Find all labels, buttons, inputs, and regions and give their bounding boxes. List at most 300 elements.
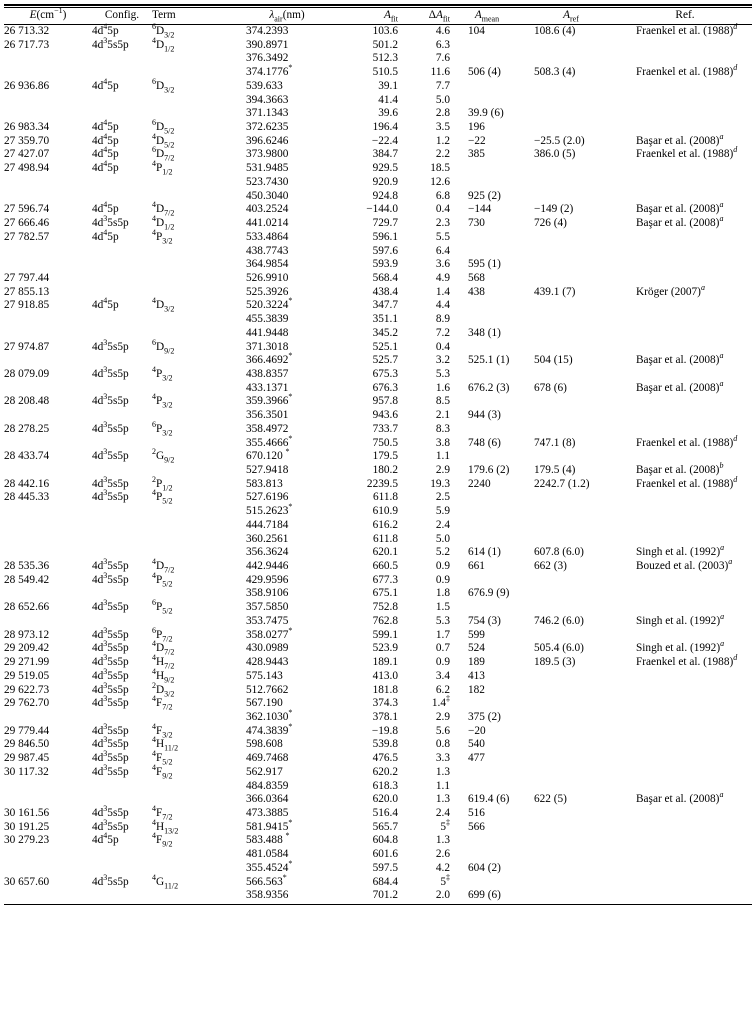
table-row — [4, 52, 752, 66]
config-cell — [92, 889, 152, 903]
wavelength-cell: 356.3501 — [246, 409, 289, 422]
afit-cell: 618.3 — [372, 779, 398, 792]
energy-cell — [4, 587, 92, 601]
term-cell — [152, 711, 232, 725]
aref-cell — [524, 491, 618, 505]
table-row — [4, 258, 752, 272]
wavelength-cell: 441.9448 — [246, 326, 289, 339]
table-row — [4, 656, 752, 670]
dafit-cell: 1.5 — [435, 601, 450, 614]
config-cell — [92, 533, 152, 547]
aref-cell — [524, 574, 618, 588]
reference-cell: Fraenkel et al. $(1988)^d$ — [636, 63, 738, 79]
energy-cell: 27 498.94 — [4, 162, 50, 175]
reference-cell: Fraenkel et al. $(1988)^d$ — [636, 145, 738, 161]
reference-cell — [618, 505, 752, 519]
table-row — [4, 299, 752, 313]
term-cell: $^4H_{11/2}$ — [152, 735, 179, 753]
reference-cell — [618, 519, 752, 533]
table-row — [4, 478, 752, 492]
wavelength-cell: 359.3966* — [246, 392, 293, 408]
aref-cell — [524, 766, 618, 780]
amean-cell: 595 (1) — [468, 258, 501, 271]
term-cell: $^6D_{9/2}$ — [152, 337, 175, 355]
afit-cell: 675.3 — [372, 367, 398, 380]
amean-cell: 39.9 (6) — [468, 107, 504, 120]
reference-cell — [618, 258, 752, 272]
config-cell — [92, 327, 152, 341]
wavelength-cell: 473.3885 — [246, 806, 289, 819]
table-row — [4, 437, 752, 451]
table-row — [4, 889, 752, 903]
reference-cell — [618, 574, 752, 588]
term-cell — [152, 587, 232, 601]
amean-cell: 375 (2) — [468, 710, 501, 723]
dafit-cell: 2.0 — [435, 889, 450, 902]
term-cell: $^4F_{9/2}$ — [152, 831, 173, 849]
term-cell — [152, 190, 232, 204]
amean-cell: 925 (2) — [468, 189, 501, 202]
afit-cell: 512.3 — [372, 52, 398, 65]
term-cell — [152, 94, 232, 108]
wavelength-cell: 396.6246 — [246, 134, 289, 147]
dafit-cell: 6.3 — [435, 38, 450, 51]
term-cell: $^4D_{7/2}$ — [152, 639, 175, 657]
afit-cell: 620.2 — [372, 765, 398, 778]
term-cell — [152, 519, 232, 533]
table-row — [4, 601, 752, 615]
amean-cell — [450, 423, 524, 437]
config-cell: $4d^35s5p$ — [92, 557, 129, 573]
aref-cell — [524, 39, 618, 53]
transition-probability-table — [4, 8, 752, 903]
energy-cell — [4, 546, 92, 560]
table-row — [4, 94, 752, 108]
config-cell: $4d^35s5p$ — [92, 653, 129, 669]
aref-cell — [524, 670, 618, 684]
config-cell — [92, 176, 152, 190]
config-cell: $4d^35s5p$ — [92, 872, 129, 888]
aref-cell: 386.0 (5) — [534, 148, 576, 161]
amean-cell: 699 (6) — [468, 889, 501, 902]
config-cell: $4d^35s5p$ — [92, 337, 129, 353]
config-cell: $4d^35s5p$ — [92, 667, 129, 682]
aref-cell — [524, 299, 618, 313]
table-row — [4, 752, 752, 766]
aref-cell: 607.8 (6.0) — [534, 546, 584, 559]
amean-cell — [450, 519, 524, 533]
amean-cell: −20 — [468, 724, 486, 737]
dafit-cell: 1.4‡ — [431, 694, 450, 710]
reference-cell — [618, 491, 752, 505]
afit-cell: 597.5 — [372, 861, 398, 874]
reference-cell — [618, 697, 752, 711]
wavelength-cell: 583.813 — [246, 477, 283, 490]
amean-cell: 477 — [468, 752, 485, 765]
term-cell — [152, 286, 232, 300]
config-cell: $4d^45p$ — [92, 200, 119, 216]
energy-cell: 30 279.23 — [4, 834, 50, 847]
wavelength-cell: 527.9418 — [246, 464, 289, 476]
amean-cell: 614 (1) — [468, 546, 501, 559]
amean-cell: 540 — [468, 738, 485, 751]
aref-cell — [524, 258, 618, 272]
afit-cell: 611.8 — [373, 532, 398, 545]
energy-cell: 27 974.87 — [4, 340, 50, 353]
afit-cell: 957.8 — [372, 395, 398, 408]
dafit-cell: 1.8 — [435, 587, 450, 600]
dafit-cell: 0.9 — [435, 560, 450, 573]
table-row — [4, 395, 752, 409]
header-amean: $A_{mean}$ — [450, 8, 524, 25]
term-cell: $^4D_{1/2}$ — [152, 35, 175, 53]
afit-cell: 351.1 — [372, 313, 398, 326]
config-cell: $4d^35s5p$ — [92, 749, 129, 765]
aref-cell — [524, 848, 618, 862]
afit-cell: 568.4 — [372, 271, 398, 284]
table-row — [4, 738, 752, 752]
config-cell — [92, 587, 152, 601]
term-cell — [152, 505, 232, 519]
wavelength-cell: 527.6196 — [246, 491, 289, 504]
energy-cell — [4, 711, 92, 725]
dafit-cell: 2.4 — [435, 806, 450, 819]
energy-cell — [4, 437, 92, 451]
wavelength-cell: 455.3839 — [246, 313, 289, 326]
config-cell — [92, 464, 152, 478]
reference-cell — [618, 341, 752, 355]
dafit-cell: 1.2 — [435, 134, 450, 147]
term-cell — [152, 272, 232, 286]
aref-cell — [524, 601, 618, 615]
term-cell: $^4D_{5/2}$ — [152, 131, 175, 149]
aref-cell — [524, 505, 618, 519]
afit-cell: 39.1 — [378, 79, 398, 92]
dafit-cell: 8.3 — [435, 422, 450, 435]
afit-cell: 611.8 — [373, 491, 398, 504]
wavelength-cell: 531.9485 — [246, 162, 289, 175]
reference-cell — [618, 711, 752, 725]
amean-cell: 506 (4) — [468, 66, 501, 79]
energy-cell: 28 208.48 — [4, 395, 50, 408]
afit-cell: 2239.5 — [366, 477, 398, 490]
wavelength-cell: 358.0277* — [246, 625, 293, 641]
energy-cell: 27 427.07 — [4, 148, 50, 161]
wavelength-cell: 390.8971 — [246, 38, 289, 51]
dafit-cell: 8.5 — [435, 395, 450, 408]
afit-cell: 525.1 — [372, 340, 398, 353]
config-cell — [92, 780, 152, 794]
dafit-cell: 3.4 — [435, 669, 450, 682]
term-cell — [152, 313, 232, 327]
reference-cell — [618, 738, 752, 752]
energy-cell — [4, 862, 92, 876]
dafit-cell: 2.2 — [435, 148, 450, 161]
dafit-cell: 4.2 — [435, 861, 450, 874]
dafit-cell: 11.6 — [430, 66, 450, 79]
reference-cell — [618, 368, 752, 382]
afit-cell: 103.6 — [372, 25, 398, 37]
wavelength-cell: 438.7743 — [246, 244, 289, 257]
wavelength-cell: 484.8359 — [246, 779, 289, 792]
term-cell — [152, 176, 232, 190]
wavelength-cell: 358.9356 — [246, 889, 289, 902]
amean-cell — [450, 450, 524, 464]
reference-cell: Bouzed et al. $(2003)^a$ — [636, 557, 733, 573]
table-row — [4, 505, 752, 519]
aref-cell — [524, 368, 618, 382]
dafit-cell: 1.3 — [435, 765, 450, 778]
wavelength-cell: 512.7662 — [246, 683, 289, 696]
dafit-cell: 19.3 — [430, 477, 450, 490]
afit-cell: 384.7 — [372, 148, 398, 161]
energy-cell — [4, 464, 92, 478]
energy-cell: 30 117.32 — [4, 765, 49, 778]
amean-cell — [450, 505, 524, 519]
aref-cell — [524, 245, 618, 259]
reference-cell — [618, 176, 752, 190]
amean-cell: 182 — [468, 683, 485, 696]
energy-cell: 28 442.16 — [4, 477, 50, 490]
reference-cell: Singh et al. $(1992)^a$ — [636, 612, 725, 627]
table-row — [4, 39, 752, 53]
amean-cell — [450, 395, 524, 409]
table-row — [4, 684, 752, 698]
reference-cell — [618, 409, 752, 423]
reference-cell — [618, 107, 752, 121]
dafit-cell: 6.2 — [435, 683, 450, 696]
amean-cell — [450, 162, 524, 176]
term-cell: $^4F_{9/2}$ — [152, 763, 173, 781]
energy-cell: 26 983.34 — [4, 121, 50, 134]
config-cell — [92, 382, 152, 396]
term-cell: $^4D_{7/2}$ — [152, 200, 175, 218]
dafit-cell: 7.6 — [435, 52, 450, 65]
wavelength-cell: 366.4692* — [246, 351, 293, 367]
energy-cell — [4, 245, 92, 259]
aref-cell — [524, 780, 618, 794]
table-row — [4, 876, 752, 890]
table-row — [4, 574, 752, 588]
table-row — [4, 176, 752, 190]
dafit-cell: 2.4 — [435, 518, 450, 531]
table-row — [4, 368, 752, 382]
table-row — [4, 409, 752, 423]
config-cell: $4d^45p$ — [92, 131, 119, 147]
aref-cell: 622 (5) — [534, 793, 567, 806]
reference-cell — [618, 94, 752, 108]
afit-cell: 179.5 — [372, 450, 398, 463]
config-cell: $4d^35s5p$ — [92, 392, 129, 408]
table-row — [4, 491, 752, 505]
afit-cell: 762.8 — [372, 614, 398, 627]
energy-cell — [4, 258, 92, 272]
afit-cell: 181.8 — [372, 683, 398, 696]
afit-cell: 180.2 — [372, 464, 398, 476]
afit-cell: 189.1 — [372, 656, 398, 669]
table-row — [4, 711, 752, 725]
term-cell — [152, 437, 232, 451]
aref-cell — [524, 697, 618, 711]
term-cell: $^6D_{3/2}$ — [152, 22, 175, 40]
aref-cell — [524, 821, 618, 835]
amean-cell — [450, 368, 524, 382]
config-cell: $4d^35s5p$ — [92, 35, 129, 51]
config-cell: $4d^35s5p$ — [92, 680, 129, 696]
afit-cell: 41.4 — [378, 93, 398, 106]
aref-cell — [524, 190, 618, 204]
afit-cell: 596.1 — [372, 230, 398, 243]
reference-cell — [618, 821, 752, 835]
reference-cell — [618, 423, 752, 437]
afit-cell: 476.5 — [372, 752, 398, 765]
reference-cell — [618, 245, 752, 259]
energy-cell — [4, 409, 92, 423]
reference-cell — [618, 725, 752, 739]
energy-cell: 27 797.44 — [4, 271, 50, 284]
wavelength-cell: 429.9596 — [246, 573, 289, 586]
config-cell: $4d^45p$ — [92, 145, 119, 161]
wavelength-cell: 366.0364 — [246, 793, 289, 806]
afit-cell: 924.8 — [372, 189, 398, 202]
reference-cell — [618, 876, 752, 890]
afit-cell: 593.9 — [372, 258, 398, 271]
wavelength-cell: 515.2623* — [246, 502, 293, 518]
header-dafit: $\Delta A_{fit}$ — [398, 8, 450, 25]
afit-cell: 943.6 — [372, 409, 398, 422]
reference-cell — [618, 780, 752, 794]
reference-cell — [618, 766, 752, 780]
reference-cell: Başar et al. $(2008)^a$ — [636, 351, 724, 367]
amean-cell: 944 (3) — [468, 409, 501, 422]
table-row — [4, 848, 752, 862]
energy-cell: 27 918.85 — [4, 299, 50, 312]
afit-cell: 539.8 — [372, 738, 398, 751]
afit-cell: 597.6 — [372, 244, 398, 257]
wavelength-cell: 360.2561 — [246, 532, 289, 545]
term-cell: $^2D_{3/2}$ — [152, 680, 175, 698]
dafit-cell: 2.8 — [435, 107, 450, 120]
amean-cell — [450, 601, 524, 615]
amean-cell: 566 — [468, 820, 485, 833]
amean-cell — [450, 299, 524, 313]
reference-cell — [618, 80, 752, 94]
aref-cell: 439.1 (7) — [534, 285, 576, 298]
energy-cell — [4, 780, 92, 794]
config-cell: $4d^45p$ — [92, 296, 119, 312]
term-cell: $^4P_{3/2}$ — [152, 365, 173, 383]
term-cell: $^4H_{13/2}$ — [152, 817, 179, 835]
config-cell: $4d^35s5p$ — [92, 694, 129, 710]
wavelength-cell: 523.7430 — [246, 175, 289, 188]
afit-cell: 610.9 — [372, 505, 398, 518]
energy-cell — [4, 533, 92, 547]
reference-cell: Fraenkel et al. $(1988)^d$ — [636, 474, 738, 490]
aref-cell — [524, 587, 618, 601]
reference-cell — [618, 52, 752, 66]
config-cell — [92, 354, 152, 368]
aref-cell — [524, 684, 618, 698]
aref-cell: 179.5 (4) — [534, 464, 576, 476]
aref-cell — [524, 519, 618, 533]
aref-cell — [524, 395, 618, 409]
reference-cell — [618, 889, 752, 903]
dafit-cell: 5.9 — [435, 505, 450, 518]
wavelength-cell: 441.0214 — [246, 217, 289, 230]
config-cell — [92, 793, 152, 807]
config-cell: $4d^35s5p$ — [92, 735, 129, 751]
wavelength-cell: 433.1371 — [246, 381, 289, 394]
wavelength-cell: 581.9415* — [246, 817, 293, 833]
aref-cell — [524, 176, 618, 190]
energy-cell — [4, 52, 92, 66]
table-row — [4, 148, 752, 162]
wavelength-cell: 442.9446 — [246, 560, 289, 573]
afit-cell: 750.5 — [372, 436, 398, 449]
term-cell: $^4F_{3/2}$ — [152, 721, 173, 739]
afit-cell: 345.2 — [372, 326, 398, 339]
energy-cell — [4, 176, 92, 190]
term-cell — [152, 258, 232, 272]
afit-cell: 516.4 — [372, 806, 398, 819]
aref-cell: 678 (6) — [534, 381, 567, 394]
table-body — [4, 22, 752, 904]
term-cell — [152, 52, 232, 66]
reference-cell: Başar et al. $(2008)^a$ — [636, 214, 724, 230]
energy-cell: 27 666.46 — [4, 217, 50, 230]
aref-cell: 504 (15) — [534, 354, 573, 367]
amean-cell — [450, 876, 524, 890]
config-cell — [92, 245, 152, 259]
amean-cell — [450, 780, 524, 794]
amean-cell: 348 (1) — [468, 326, 501, 339]
wavelength-cell: 362.1030* — [246, 708, 293, 723]
config-cell — [92, 711, 152, 725]
energy-cell: 28 278.25 — [4, 422, 50, 435]
reference-cell — [618, 395, 752, 409]
reference-cell: Singh et al. $(1992)^a$ — [636, 543, 725, 559]
term-cell: $^4P_{3/2}$ — [152, 392, 173, 410]
config-cell — [92, 94, 152, 108]
config-cell — [92, 66, 152, 80]
table-container — [4, 4, 752, 905]
afit-cell: 39.6 — [378, 107, 398, 120]
energy-cell: 28 973.12 — [4, 628, 50, 641]
energy-cell: 29 762.70 — [4, 697, 50, 710]
aref-cell — [524, 162, 618, 176]
afit-cell: 599.1 — [372, 628, 398, 641]
amean-cell — [450, 39, 524, 53]
table-row — [4, 862, 752, 876]
config-cell — [92, 52, 152, 66]
dafit-cell: 5.2 — [435, 546, 450, 559]
wavelength-cell: 371.1343 — [246, 107, 289, 120]
energy-cell: 27 596.74 — [4, 203, 50, 216]
dafit-cell: 1.1 — [435, 779, 450, 792]
dafit-cell: 5.0 — [435, 532, 450, 545]
amean-cell — [450, 766, 524, 780]
term-cell — [152, 107, 232, 121]
energy-cell: 30 191.25 — [4, 820, 50, 833]
aref-cell — [524, 313, 618, 327]
amean-cell: 661 — [468, 560, 485, 573]
dafit-cell: 18.5 — [430, 162, 450, 175]
table-row — [4, 725, 752, 739]
amean-cell — [450, 834, 524, 848]
reference-cell — [618, 39, 752, 53]
table-row — [4, 286, 752, 300]
afit-cell: 675.1 — [372, 587, 398, 600]
